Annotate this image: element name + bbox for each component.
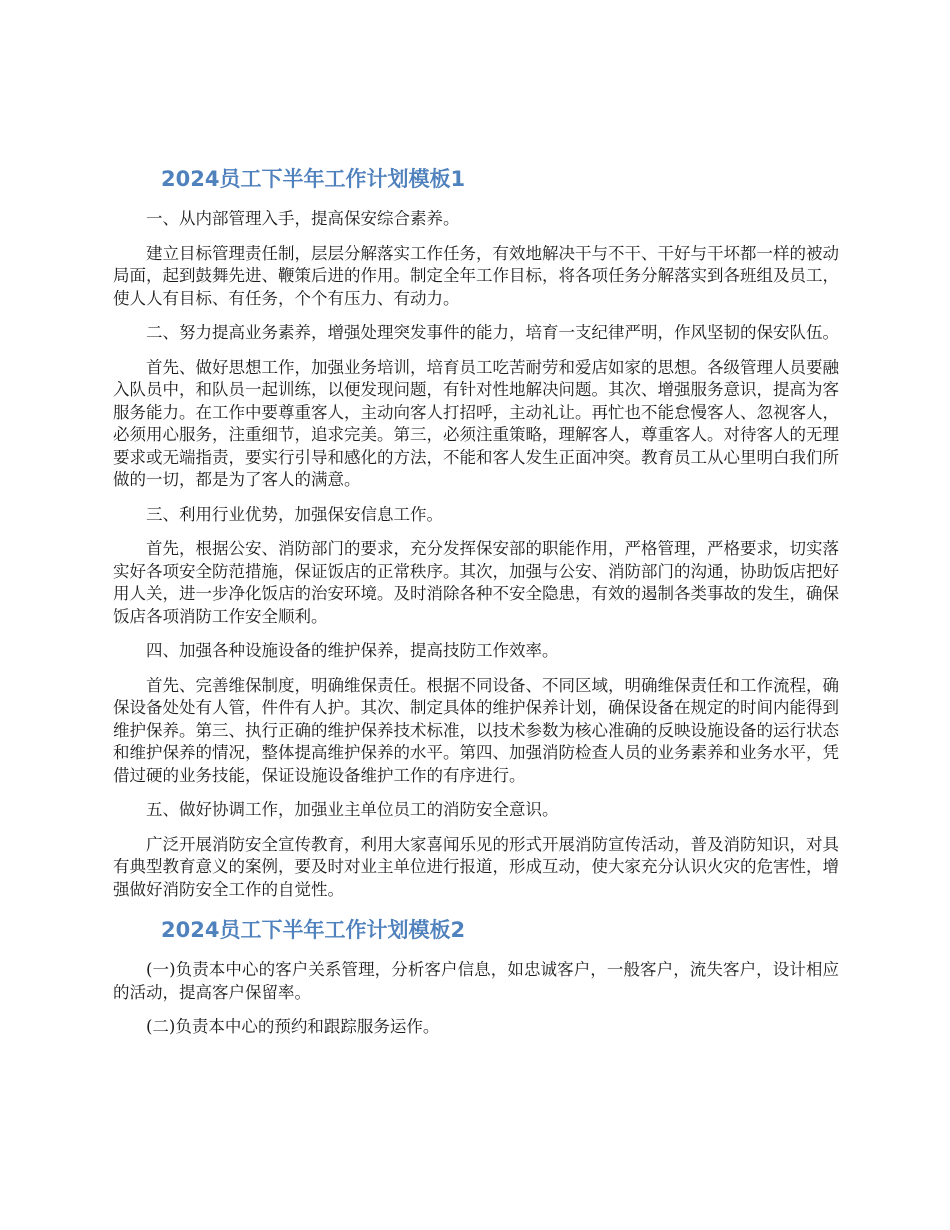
paragraph: 五、做好协调工作，加强业主单位员工的消防安全意识。 — [146, 800, 559, 819]
paragraph: 首先、做好思想工作，加强业务培训，培育员工吃苦耐劳和爱店如家的思想。各级管理人员要融入队员中，和队员一起训练，以便发现问题，有针对性地解决问题。其次、增强服务意识，提高为客服务能力。在工作中要尊重客人，主动向客人打招呼，主动礼让。再忙也不能怠慢客人、忽视客人，必须用心服务，注重细节，追求完美。第三，必须注重策略，理解客人，尊重客人。对待客人的无理要求或无端指责，要实行引导和感化的方法，不能和客人发生正面冲突。教育员工从心里明白我们所做的一切，都是为了客人的满意。 — [113, 357, 839, 489]
document-body — [113, 162, 839, 1051]
paragraph: 四、加强各种设施设备的维护保养，提高技防工作效率。 — [146, 641, 559, 660]
paragraph: 一、从内部管理入手，提高保安综合素养。 — [146, 209, 460, 228]
section-title-2: 2024员工下半年工作计划模板2 — [161, 918, 466, 942]
paragraph: 三、利用行业优势，加强保安信息工作。 — [146, 504, 443, 524]
paragraph: 建立目标管理责任制，层层分解落实工作任务，有效地解决干与不干、干好与干坏都一样的被动局面，起到鼓舞先进、鞭策后进的作用。制定全年工作目标，将各项任务分解落实到各班组及员工，使人人有目标、有任务，个个有压力、有动力。 — [113, 243, 839, 308]
paragraph: 广泛开展消防安全宣传教育，利用大家喜闻乐见的形式开展消防宣传活动，普及消防知识，对具有典型教育意义的案例，要及时对业主单位进行报道，形成互动，使大家充分认识火灾的危害性，增强做好消防安全工作的自觉性。 — [113, 834, 839, 899]
paragraph: 二、努力提高业务素养，增强处理突发事件的能力，培育一支纪律严明，作风坚韧的保安队伍。 — [146, 323, 839, 342]
paragraph: (一)负责本中心的客户关系管理，分析客户信息，如忠诚客户，一般客户，流失客户，设计相应的活动，提高客户保留率。 — [113, 960, 839, 1002]
paragraph: 首先、完善维保制度，明确维保责任。根据不同设备、不同区域，明确维保责任和工作流程，确保设备处处有人管，件件有人护。其次、制定具体的维护保养计划，确保设备在规定的时间内能得到维护保养。第三、执行正确的维护保养技术标准，以技术参数为核心准确的反映设施设备的运行状态和维护保养的情况，整体提高维护保养的水平。第四、加强消防检查人员的业务素养和业务水平，凭借过硬的业务技能，保证设施设备维护工作的有序进行。 — [113, 675, 839, 785]
section-title-1: 2024员工下半年工作计划模板1 — [161, 167, 466, 191]
paragraph: (二)负责本中心的预约和跟踪服务运作。 — [146, 1017, 440, 1036]
paragraph: 首先，根据公安、消防部门的要求，充分发挥保安部的职能作用，严格管理，严格要求，切实落实好各项安全防范措施，保证饭店的正常秩序。其次，加强与公安、消防部门的沟通，协助饭店把好用人关，进一步净化饭店的治安环境。及时消除各种不安全隐患，有效的遏制各类事故的发生，确保饭店各项消防工作安全顺利。 — [113, 539, 839, 626]
